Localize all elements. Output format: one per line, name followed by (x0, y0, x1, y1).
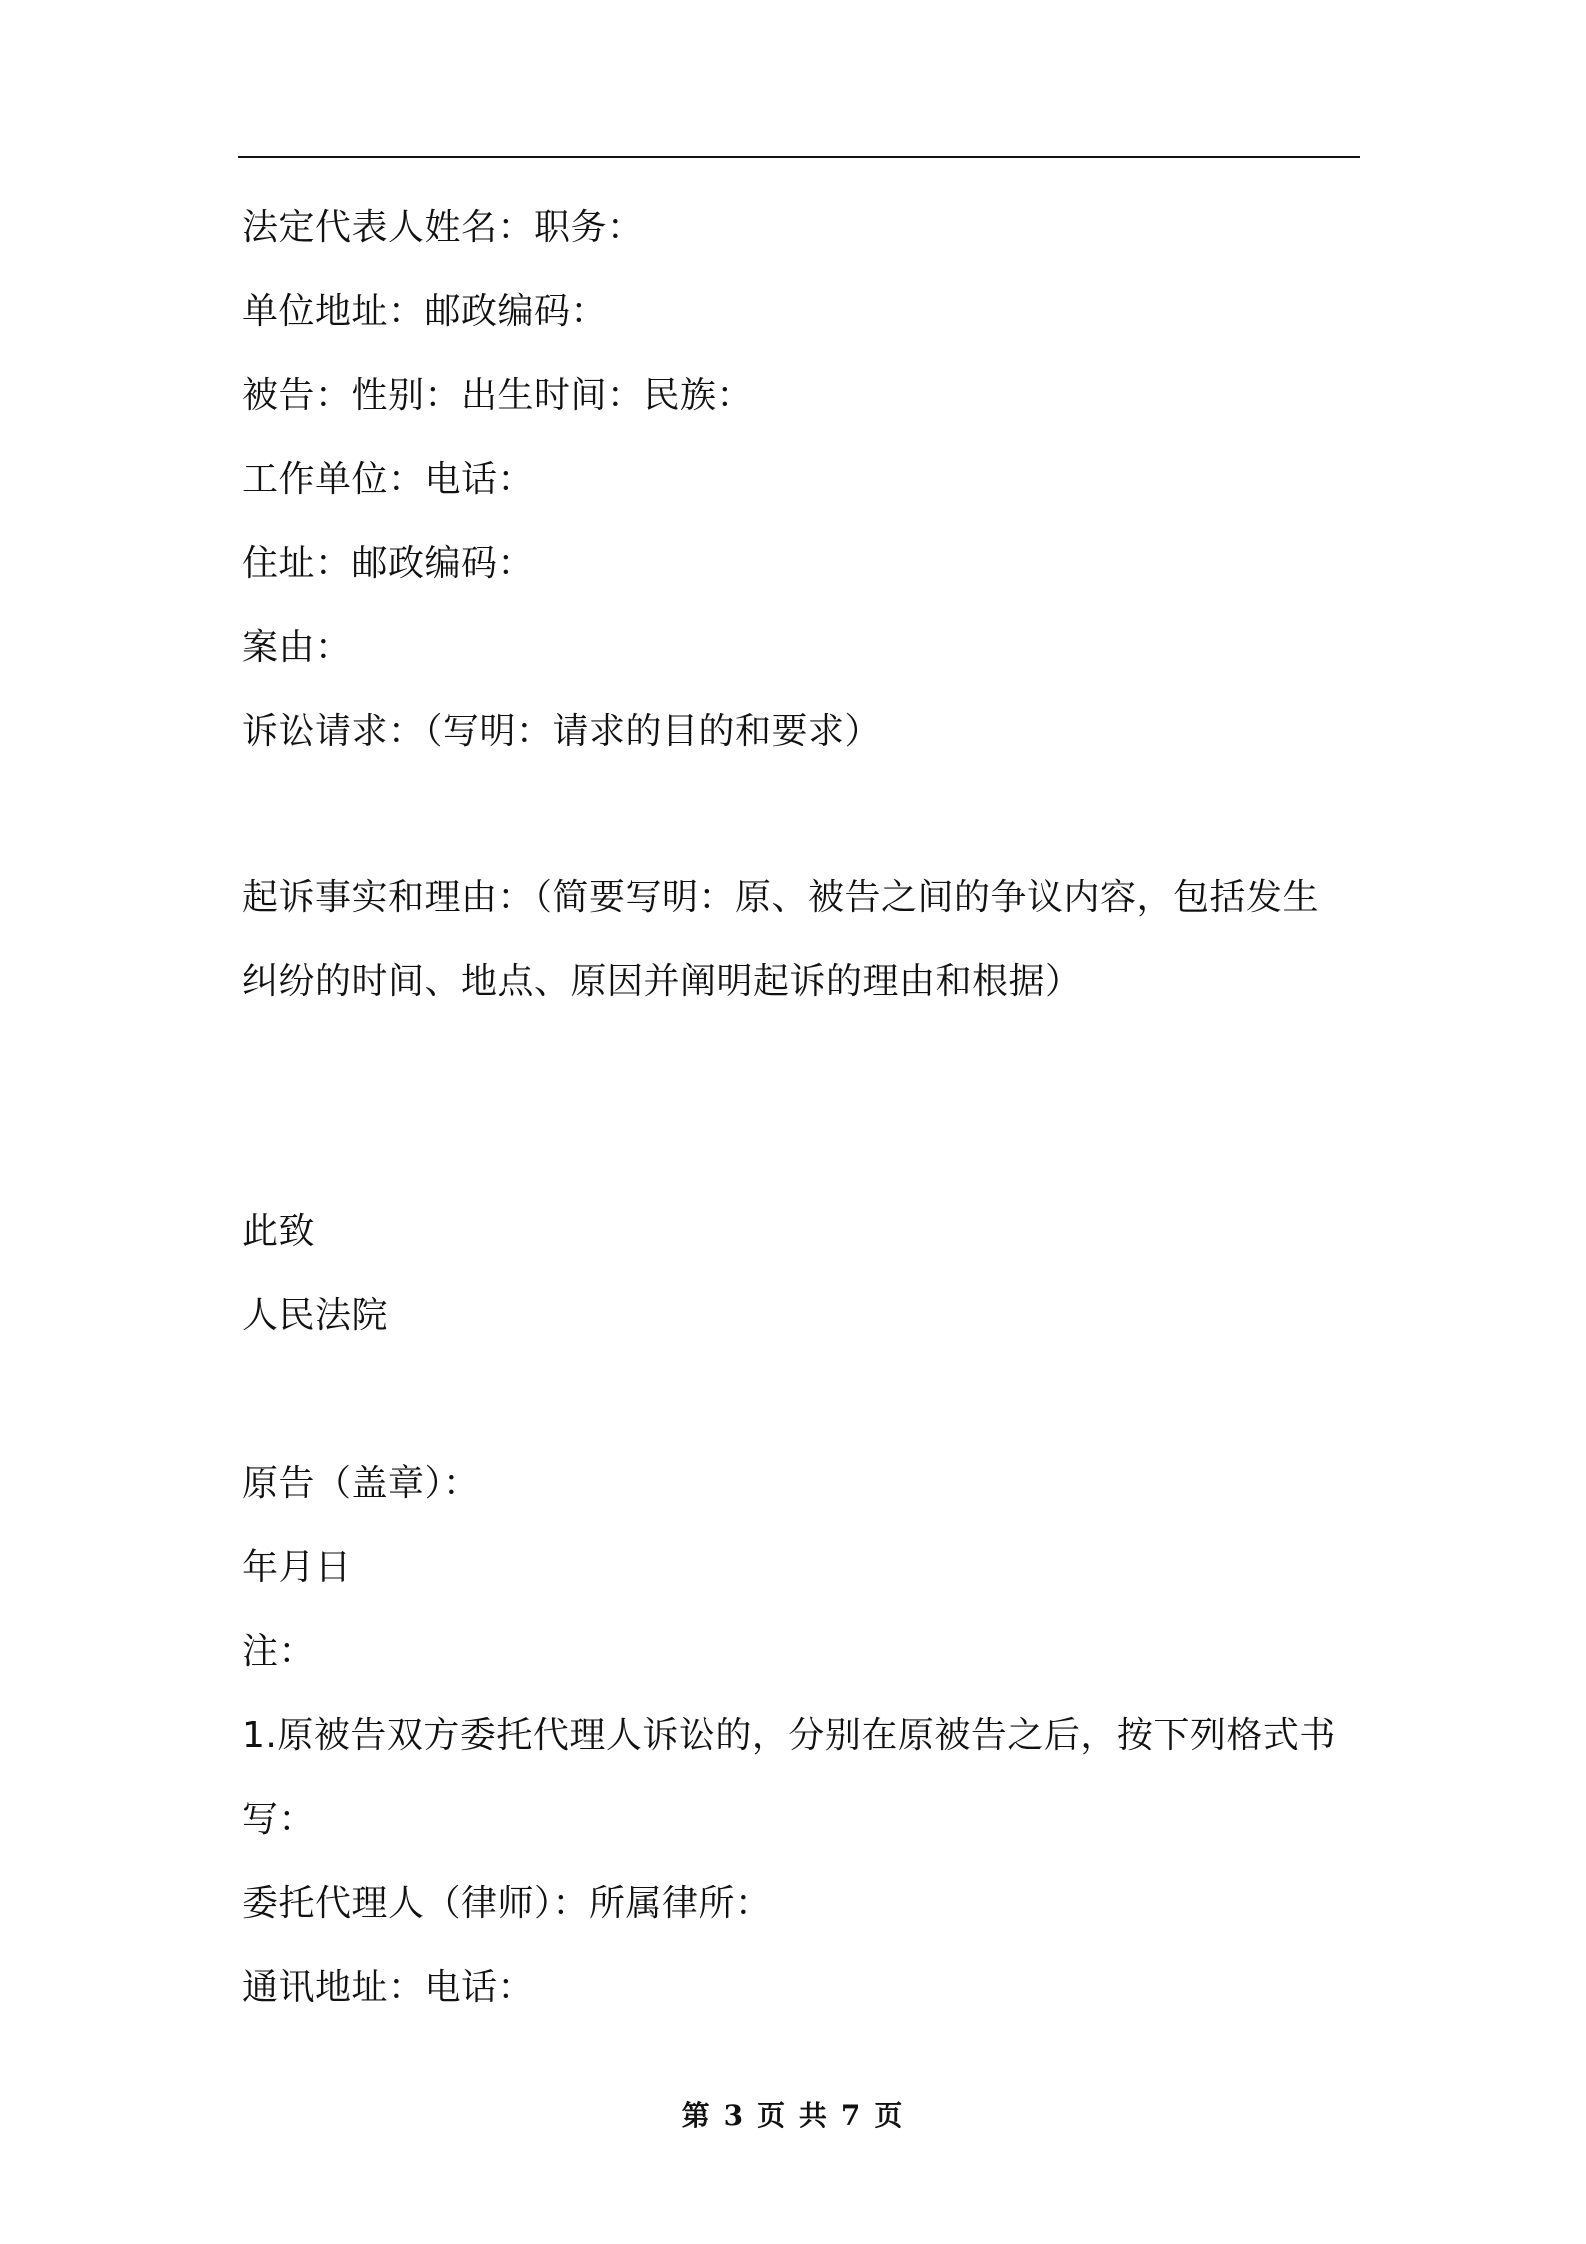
residence-line: 住址：邮政编码： (242, 543, 535, 584)
case-cause-line: 案由： (242, 627, 352, 668)
footer-suffix: 页 (874, 2099, 905, 2132)
claims-line: 诉讼请求：（写明：请求的目的和要求） (242, 711, 882, 752)
plaintiff-seal-line: 原告（盖章）： (242, 1463, 480, 1504)
salutation-line: 此致 (242, 1211, 316, 1252)
contact-address-line: 通讯地址：电话： (242, 1967, 535, 2008)
total-pages-number: 7 (840, 2099, 863, 2132)
footer-prefix: 第 (681, 2099, 712, 2132)
defendant-info-line: 被告：性别：出生时间：民族： (242, 375, 754, 416)
agent-line: 委托代理人（律师）：所属律所： (242, 1883, 772, 1924)
header-rule (238, 156, 1360, 158)
note-item-1-line-2: 写： (242, 1799, 316, 1840)
date-line: 年月日 (242, 1547, 352, 1588)
facts-reasons-line-1: 起诉事实和理由：（简要写明：原、被告之间的争议内容，包括发生 (242, 877, 1320, 918)
court-line: 人民法院 (242, 1295, 389, 1336)
current-page-number: 3 (723, 2099, 746, 2132)
unit-address-line: 单位地址：邮政编码： (242, 291, 608, 332)
legal-representative-line: 法定代表人姓名：职务： (242, 207, 644, 248)
footer-middle: 页 共 (757, 2099, 829, 2132)
workplace-line: 工作单位：电话： (242, 459, 535, 500)
note-heading: 注： (242, 1631, 316, 1672)
facts-reasons-line-2: 纠纷的时间、地点、原因并阐明起诉的理由和根据） (242, 961, 1082, 1002)
page-footer (0, 2098, 1586, 2134)
note-item-1-line-1: 1.原被告双方委托代理人诉讼的，分别在原被告之后，按下列格式书 (242, 1715, 1336, 1756)
